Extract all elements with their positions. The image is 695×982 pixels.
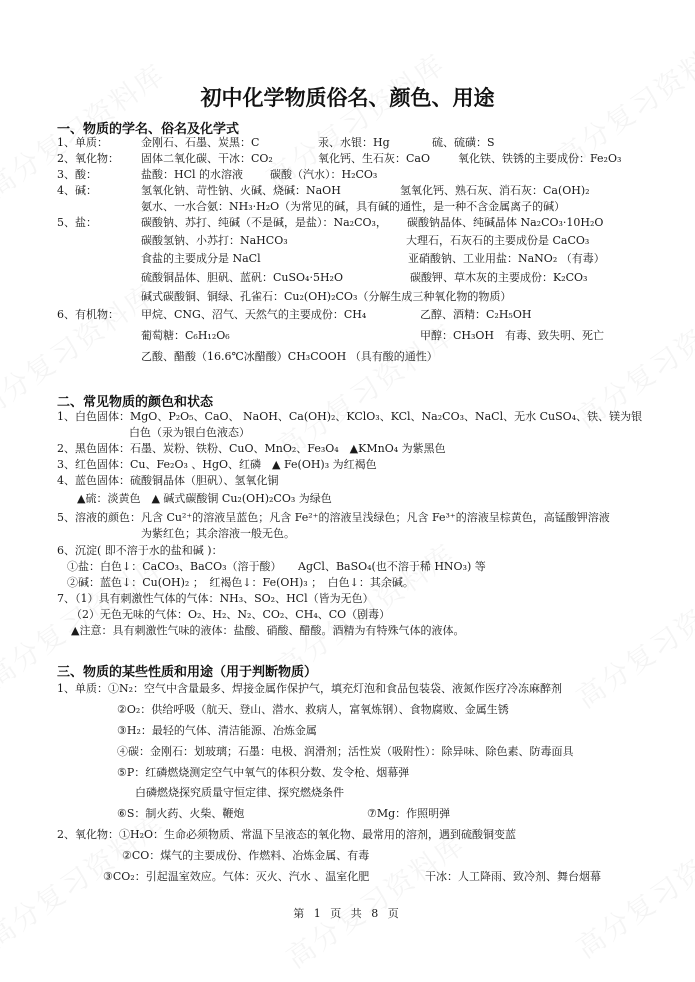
row-text: 1、单质：①N₂：空气中含量最多、焊接金属作保护气，填充灯泡和食品包装袋、液氮作医疗冷冻麻醉剂 xyxy=(57,682,563,695)
row-text: 6、沉淀( 即不溶于水的盐和碱 )： xyxy=(57,544,223,557)
row-text: 碳酸（汽水）：H₂CO₃ xyxy=(270,168,378,181)
row-text: 大理石，石灰石的主要成份是 CaCO₃ xyxy=(406,234,590,247)
row-text: 7、（1）具有刺激性气体的气体：NH₃、SO₂、HCl（皆为无色） xyxy=(57,592,374,605)
row-text: 氧化钙、生石灰：CaO xyxy=(318,152,430,165)
row-text: 碳酸钠、苏打、纯碱（不是碱，是盐）：Na₂CO₃， xyxy=(141,216,387,229)
section-heading: 三、物质的某些性质和用途（用于判断物质） xyxy=(57,665,318,680)
row-label: 3、酸： xyxy=(57,168,97,181)
row-text: ②碱：蓝色↓：Cu(OH)₂ ； 红褐色↓：Fe(OH)₃ ； 白色↓：其余碱。 xyxy=(67,576,414,589)
row-text: 食盐的主要成分是 NaCl xyxy=(141,252,261,265)
row-text: 盐酸：HCl 的水溶液 xyxy=(141,168,244,181)
row-text: 氢氧化钙、熟石灰、消石灰：Ca(OH)₂ xyxy=(400,184,590,197)
row-text: 金刚石、石墨、炭黑：C xyxy=(141,136,260,149)
row-text: 白磷燃烧探究质量守恒定律、探究燃烧条件 xyxy=(135,786,344,799)
row-text: ③H₂：最轻的气体、清洁能源、冶炼金属 xyxy=(117,724,317,737)
row-text: ②CO：煤气的主要成份、作燃料、冶炼金属、有毒 xyxy=(122,849,370,862)
row-text: 固体二氧化碳、干冰：CO₂ xyxy=(141,152,273,165)
row-text: 氧化铁、铁锈的主要成份：Fe₂O₃ xyxy=(458,152,622,165)
row-text: 氨水、一水合氨：NH₃·H₂O（为常见的碱，具有碱的通性，是一种不含金属离子的碱） xyxy=(141,200,566,213)
document-title: 初中化学物质俗名、颜色、用途 xyxy=(200,86,495,110)
row-text: ⑤P：红磷燃烧测定空气中氧气的体积分数、发令枪、烟幕弹 xyxy=(117,766,410,779)
row-label: 5、盐： xyxy=(57,216,97,229)
row-text: 葡萄糖：C₆H₁₂O₆ xyxy=(141,329,230,342)
row-text: ⑦Mg：作照明弹 xyxy=(367,807,451,820)
row-text: 4、蓝色固体：硫酸铜晶体（胆矾）、氢氧化铜 xyxy=(57,474,279,487)
row-text: 2、黑色固体：石墨、炭粉、铁粉、CuO、MnO₂、Fe₃O₄ ▲KMnO₄ 为紫黑色 xyxy=(57,442,446,455)
section-heading: 二、常见物质的颜色和状态 xyxy=(57,395,214,410)
row-text: 汞、水银：Hg xyxy=(318,136,390,149)
row-text: ▲硫：淡黄色 ▲ 碱式碳酸铜 Cu₂(OH)₂CO₃ 为绿色 xyxy=(77,492,332,505)
row-text: 白色（汞为银白色液态） xyxy=(129,426,250,439)
row-text: ④碳：金刚石：划玻璃；石墨：电极、润滑剂；活性炭（吸附性）：除异味、除色素、防毒面具 xyxy=(117,745,574,758)
row-text: 乙酸、醋酸（16.6℃冰醋酸）CH₃COOH （具有酸的通性） xyxy=(141,350,438,363)
row-text: 2、氧化物：①H₂O：生命必须物质、常温下呈液态的氧化物、最常用的溶剂，遇到硫酸铜变蓝 xyxy=(57,828,517,841)
watermark xyxy=(568,813,695,966)
row-text: ▲注意：具有刺激性气味的液体：盐酸、硝酸、醋酸。酒精为有特殊气体的液体。 xyxy=(71,624,465,637)
watermark xyxy=(278,823,473,976)
row-text: 硫酸铜晶体、胆矾、蓝矾：CuSO₄·5H₂O xyxy=(141,271,343,284)
row-text: 5、溶液的颜色：凡含 Cu²⁺的溶液呈蓝色；凡含 Fe²⁺的溶液呈浅绿色；凡含 Fe³⁺的溶液呈棕黄色，高锰酸钾溶液 xyxy=(57,511,610,524)
row-text: 1、白色固体：MgO、P₂O₅、CaO、 NaOH、Ca(OH)₂、KClO₃、KCl、Na₂CO₃、NaCl、无水 CuSO₄、铁、镁为银 xyxy=(57,410,643,423)
row-text: 干冰：人工降雨、致冷剂、舞台烟幕 xyxy=(425,870,601,883)
row-text: ⑥S：制火药、火柴、鞭炮 xyxy=(117,807,245,820)
row-text: 亚硝酸钠、工业用盐：NaNO₂ （有毒） xyxy=(408,252,605,265)
section-heading: 一、物质的学名、俗名及化学式 xyxy=(57,122,240,137)
row-text: 碱式碳酸铜、铜绿、孔雀石：Cu₂(OH)₂CO₃（分解生成三种氧化物的物质） xyxy=(141,290,512,303)
row-text: ②O₂：供给呼吸（航天、登山、潜水、救病人，富氧炼钢）、食物腐败、金属生锈 xyxy=(117,703,509,716)
row-text: 氢氧化钠、苛性钠、火碱、烧碱：NaOH xyxy=(141,184,341,197)
watermark xyxy=(568,563,695,716)
row-text: 碳酸氢钠、小苏打：NaHCO₃ xyxy=(141,234,288,247)
row-label: 1、单质： xyxy=(57,136,108,149)
row-text: 乙醇、酒精：C₂H₅OH xyxy=(420,308,532,321)
row-text: 3、红色固体：Cu、Fe₂O₃ 、HgO、红磷 ▲ Fe(OH)₃ 为红褐色 xyxy=(57,458,377,471)
row-text: 碳酸钾、草木灰的主要成份：K₂CO₃ xyxy=(410,271,588,284)
row-text: 甲烷、CNG、沼气、天然气的主要成份：CH₄ xyxy=(141,308,367,321)
row-label: 6、有机物： xyxy=(57,308,119,321)
row-text: ③CO₂：引起温室效应。气体：灭火、汽水 、温室化肥 xyxy=(103,870,370,883)
row-text: 为紫红色；其余溶液一般无色。 xyxy=(141,527,295,540)
row-text: ①盐：白色↓：CaCO₃、BaCO₃（溶于酸） AgCl、BaSO₄(也不溶于稀 HNO₃) 等 xyxy=(67,560,486,573)
row-text: 碳酸钠晶体、纯碱晶体 Na₂CO₃·10H₂O xyxy=(407,216,604,229)
row-text: 甲醇：CH₃OH 有毒、致失明、死亡 xyxy=(420,329,605,342)
row-label: 4、碱： xyxy=(57,184,97,197)
page-number-footer: 第 1 页 共 8 页 xyxy=(293,907,402,920)
row-text: （2）无色无味的气体：O₂、H₂、N₂、CO₂、CH₄、CO（剧毒） xyxy=(71,608,391,621)
row-label: 2、氧化物： xyxy=(57,152,119,165)
row-text: 硫、硫磺：S xyxy=(432,136,495,149)
